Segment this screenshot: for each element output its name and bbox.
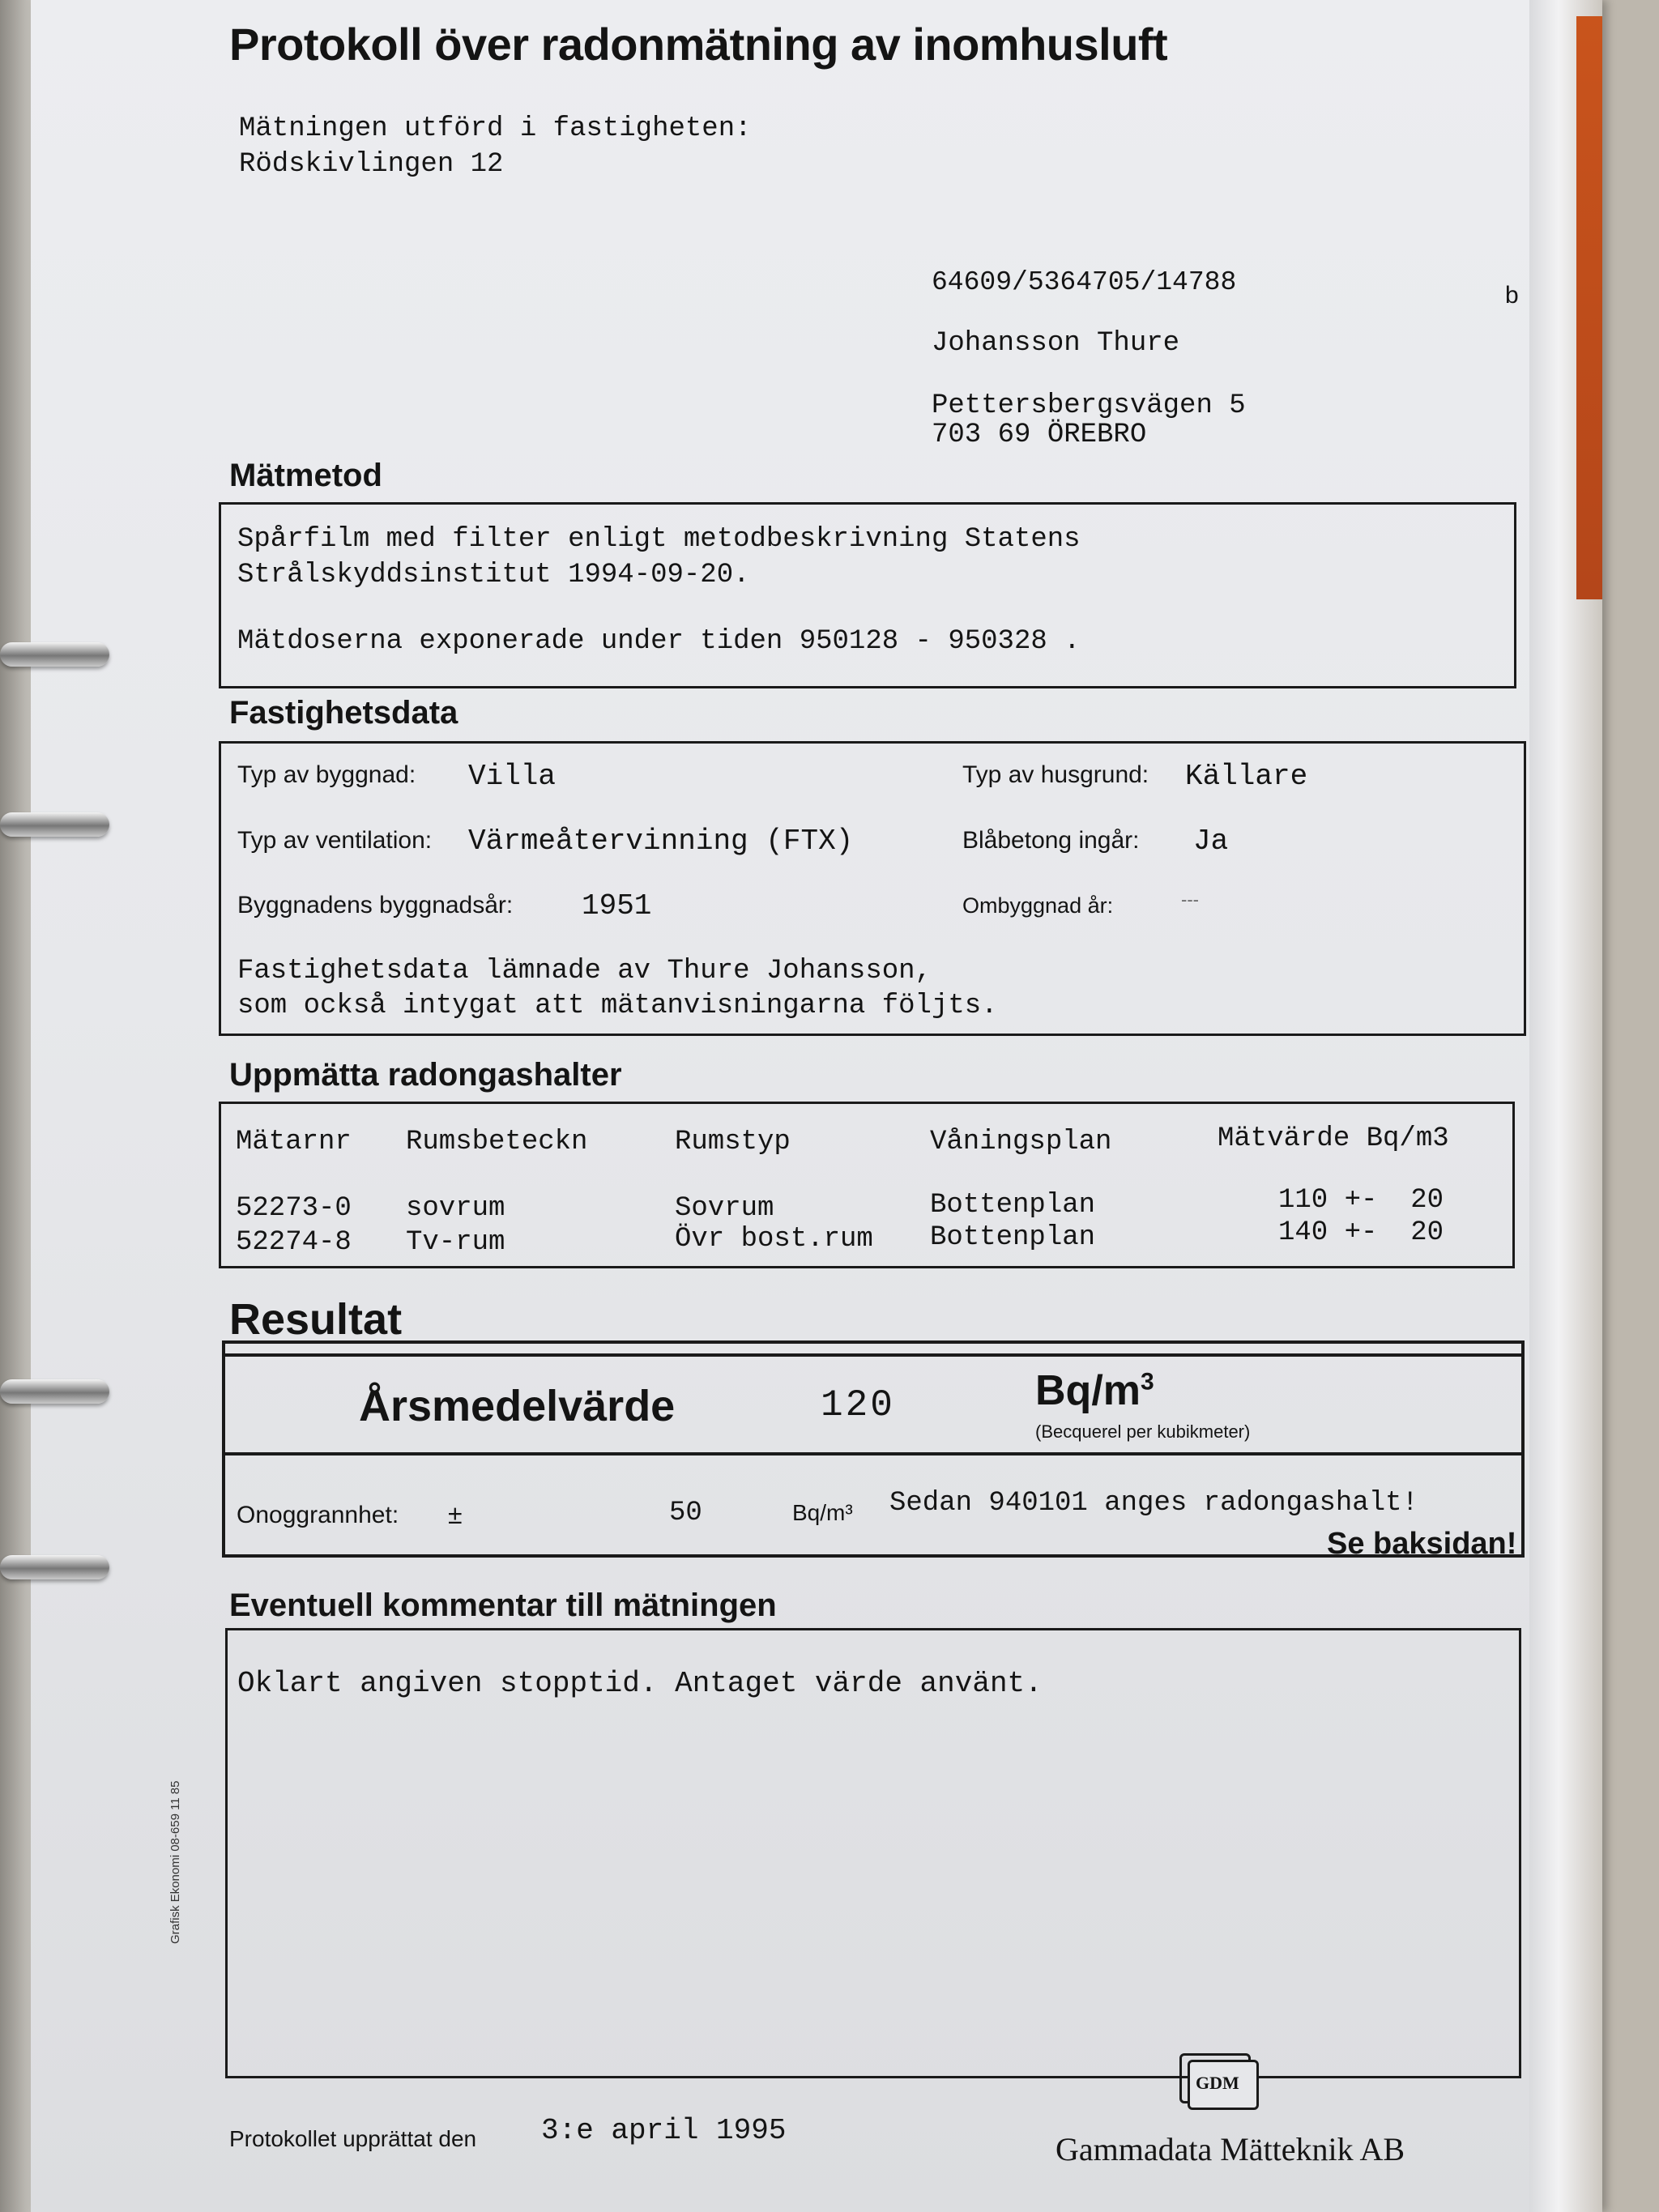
ventilation-value: Värmeåtervinning (FTX) <box>468 825 854 858</box>
annual-label: Årsmedelvärde <box>359 1382 676 1430</box>
rebuild-label: Ombyggnad år: <box>962 893 1114 918</box>
method-box <box>219 502 1516 688</box>
document-page <box>31 0 1602 2212</box>
address-line-1: Pettersbergsvägen 5 <box>932 390 1246 421</box>
row-value: 110 +- 20 <box>1278 1185 1444 1216</box>
blue-concrete-label: Blåbetong ingår: <box>962 827 1140 854</box>
company-name: Gammadata Mätteknik AB <box>1056 2131 1405 2167</box>
property-intro: Mätningen utförd i fastigheten: <box>239 113 752 144</box>
see-back-note: Se baksidan! <box>1327 1527 1517 1561</box>
printer-mark: Grafisk Ekonomi 08-659 11 85 <box>168 1780 182 1944</box>
gdm-logo-text: GDM <box>1196 2073 1239 2093</box>
column-header-room-type: Rumstyp <box>675 1127 791 1157</box>
uncertainty-value: 50 <box>669 1498 702 1528</box>
row-meter: 52273-0 <box>236 1193 352 1224</box>
annual-unit <box>1035 1366 1154 1415</box>
build-year-value: 1951 <box>582 889 652 923</box>
uncertainty-unit: Bq/m³ <box>792 1500 853 1525</box>
uncertainty-label: Onoggrannhet: <box>237 1502 399 1528</box>
row-meter: 52274-8 <box>236 1227 352 1258</box>
result-box <box>222 1340 1525 1558</box>
row-floor: Bottenplan <box>930 1190 1096 1221</box>
binder-ring <box>0 812 109 837</box>
row-room-type: Sovrum <box>675 1193 774 1224</box>
row-room-type: Övr bost.rum <box>675 1224 873 1255</box>
building-type-label: Typ av byggnad: <box>237 761 416 788</box>
method-line-3: Mätdoserna exponerade under tiden 950128 - 950328 . <box>237 626 1081 657</box>
row-room: sovrum <box>406 1193 505 1224</box>
blue-concrete-value: Ja <box>1193 825 1229 858</box>
ventilation-label: Typ av ventilation: <box>237 827 433 854</box>
orange-folder-tab <box>1576 16 1602 599</box>
comment-text: Oklart angiven stopptid. Antaget värde använt. <box>237 1667 1043 1700</box>
foundation-label: Typ av husgrund: <box>962 761 1149 788</box>
build-year-label: Byggnadens byggnadsår: <box>237 892 514 918</box>
corner-mark: b <box>1505 282 1519 309</box>
rebuild-value: --- <box>1181 889 1199 910</box>
column-header-room: Rumsbeteckn <box>406 1127 588 1157</box>
annual-unit-description: (Becquerel per kubikmeter) <box>1035 1421 1251 1442</box>
property-data-box <box>219 741 1526 1036</box>
gdm-logo <box>1179 2053 1252 2107</box>
building-type-value: Villa <box>468 760 557 793</box>
since-note: Sedan 940101 anges radongashalt! <box>889 1488 1418 1519</box>
measurements-heading: Uppmätta radongashalter <box>229 1057 622 1093</box>
address-line-2: 703 69 ÖREBRO <box>932 420 1147 450</box>
uncertainty-sign: ± <box>448 1500 463 1529</box>
row-room: Tv-rum <box>406 1227 505 1258</box>
issued-date: 3:e april 1995 <box>541 2114 787 2147</box>
binder-ring <box>0 1555 109 1579</box>
method-line-2: Strålskyddsinstitut 1994-09-20. <box>237 560 750 590</box>
document-title: Protokoll över radonmätning av inomhusluft <box>229 19 1168 70</box>
property-name: Rödskivlingen 12 <box>239 149 504 180</box>
column-header-meter: Mätarnr <box>236 1127 352 1157</box>
comment-box <box>225 1628 1521 2078</box>
property-note-line-2: som också intygat att mätanvisningarna följts. <box>237 991 998 1021</box>
property-data-heading: Fastighetsdata <box>229 695 458 731</box>
method-heading: Mätmetod <box>229 458 382 493</box>
row-value: 140 +- 20 <box>1278 1217 1444 1248</box>
annual-value-band <box>225 1353 1521 1455</box>
owner-name: Johansson Thure <box>932 328 1180 359</box>
foundation-value: Källare <box>1185 760 1308 793</box>
annual-unit-exponent: 3 <box>1141 1368 1154 1396</box>
column-header-floor: Våningsplan <box>930 1127 1112 1157</box>
binder-ring <box>0 642 109 667</box>
binder-ring <box>0 1379 109 1404</box>
annual-value: 120 <box>821 1384 895 1426</box>
comment-heading: Eventuell kommentar till mätningen <box>229 1588 777 1623</box>
row-floor: Bottenplan <box>930 1222 1096 1253</box>
reference-number: 64609/5364705/14788 <box>932 267 1237 297</box>
method-line-1: Spårfilm med filter enligt metodbeskrivning Statens <box>237 524 1081 555</box>
measurements-table <box>219 1102 1515 1268</box>
issued-label: Protokollet upprättat den <box>229 2126 477 2151</box>
annual-unit-base: Bq/m <box>1035 1367 1141 1414</box>
property-note-line-1: Fastighetsdata lämnade av Thure Johansson, <box>237 956 932 987</box>
column-header-value: Mätvärde Bq/m3 <box>1218 1123 1449 1154</box>
result-heading: Resultat <box>229 1295 403 1344</box>
